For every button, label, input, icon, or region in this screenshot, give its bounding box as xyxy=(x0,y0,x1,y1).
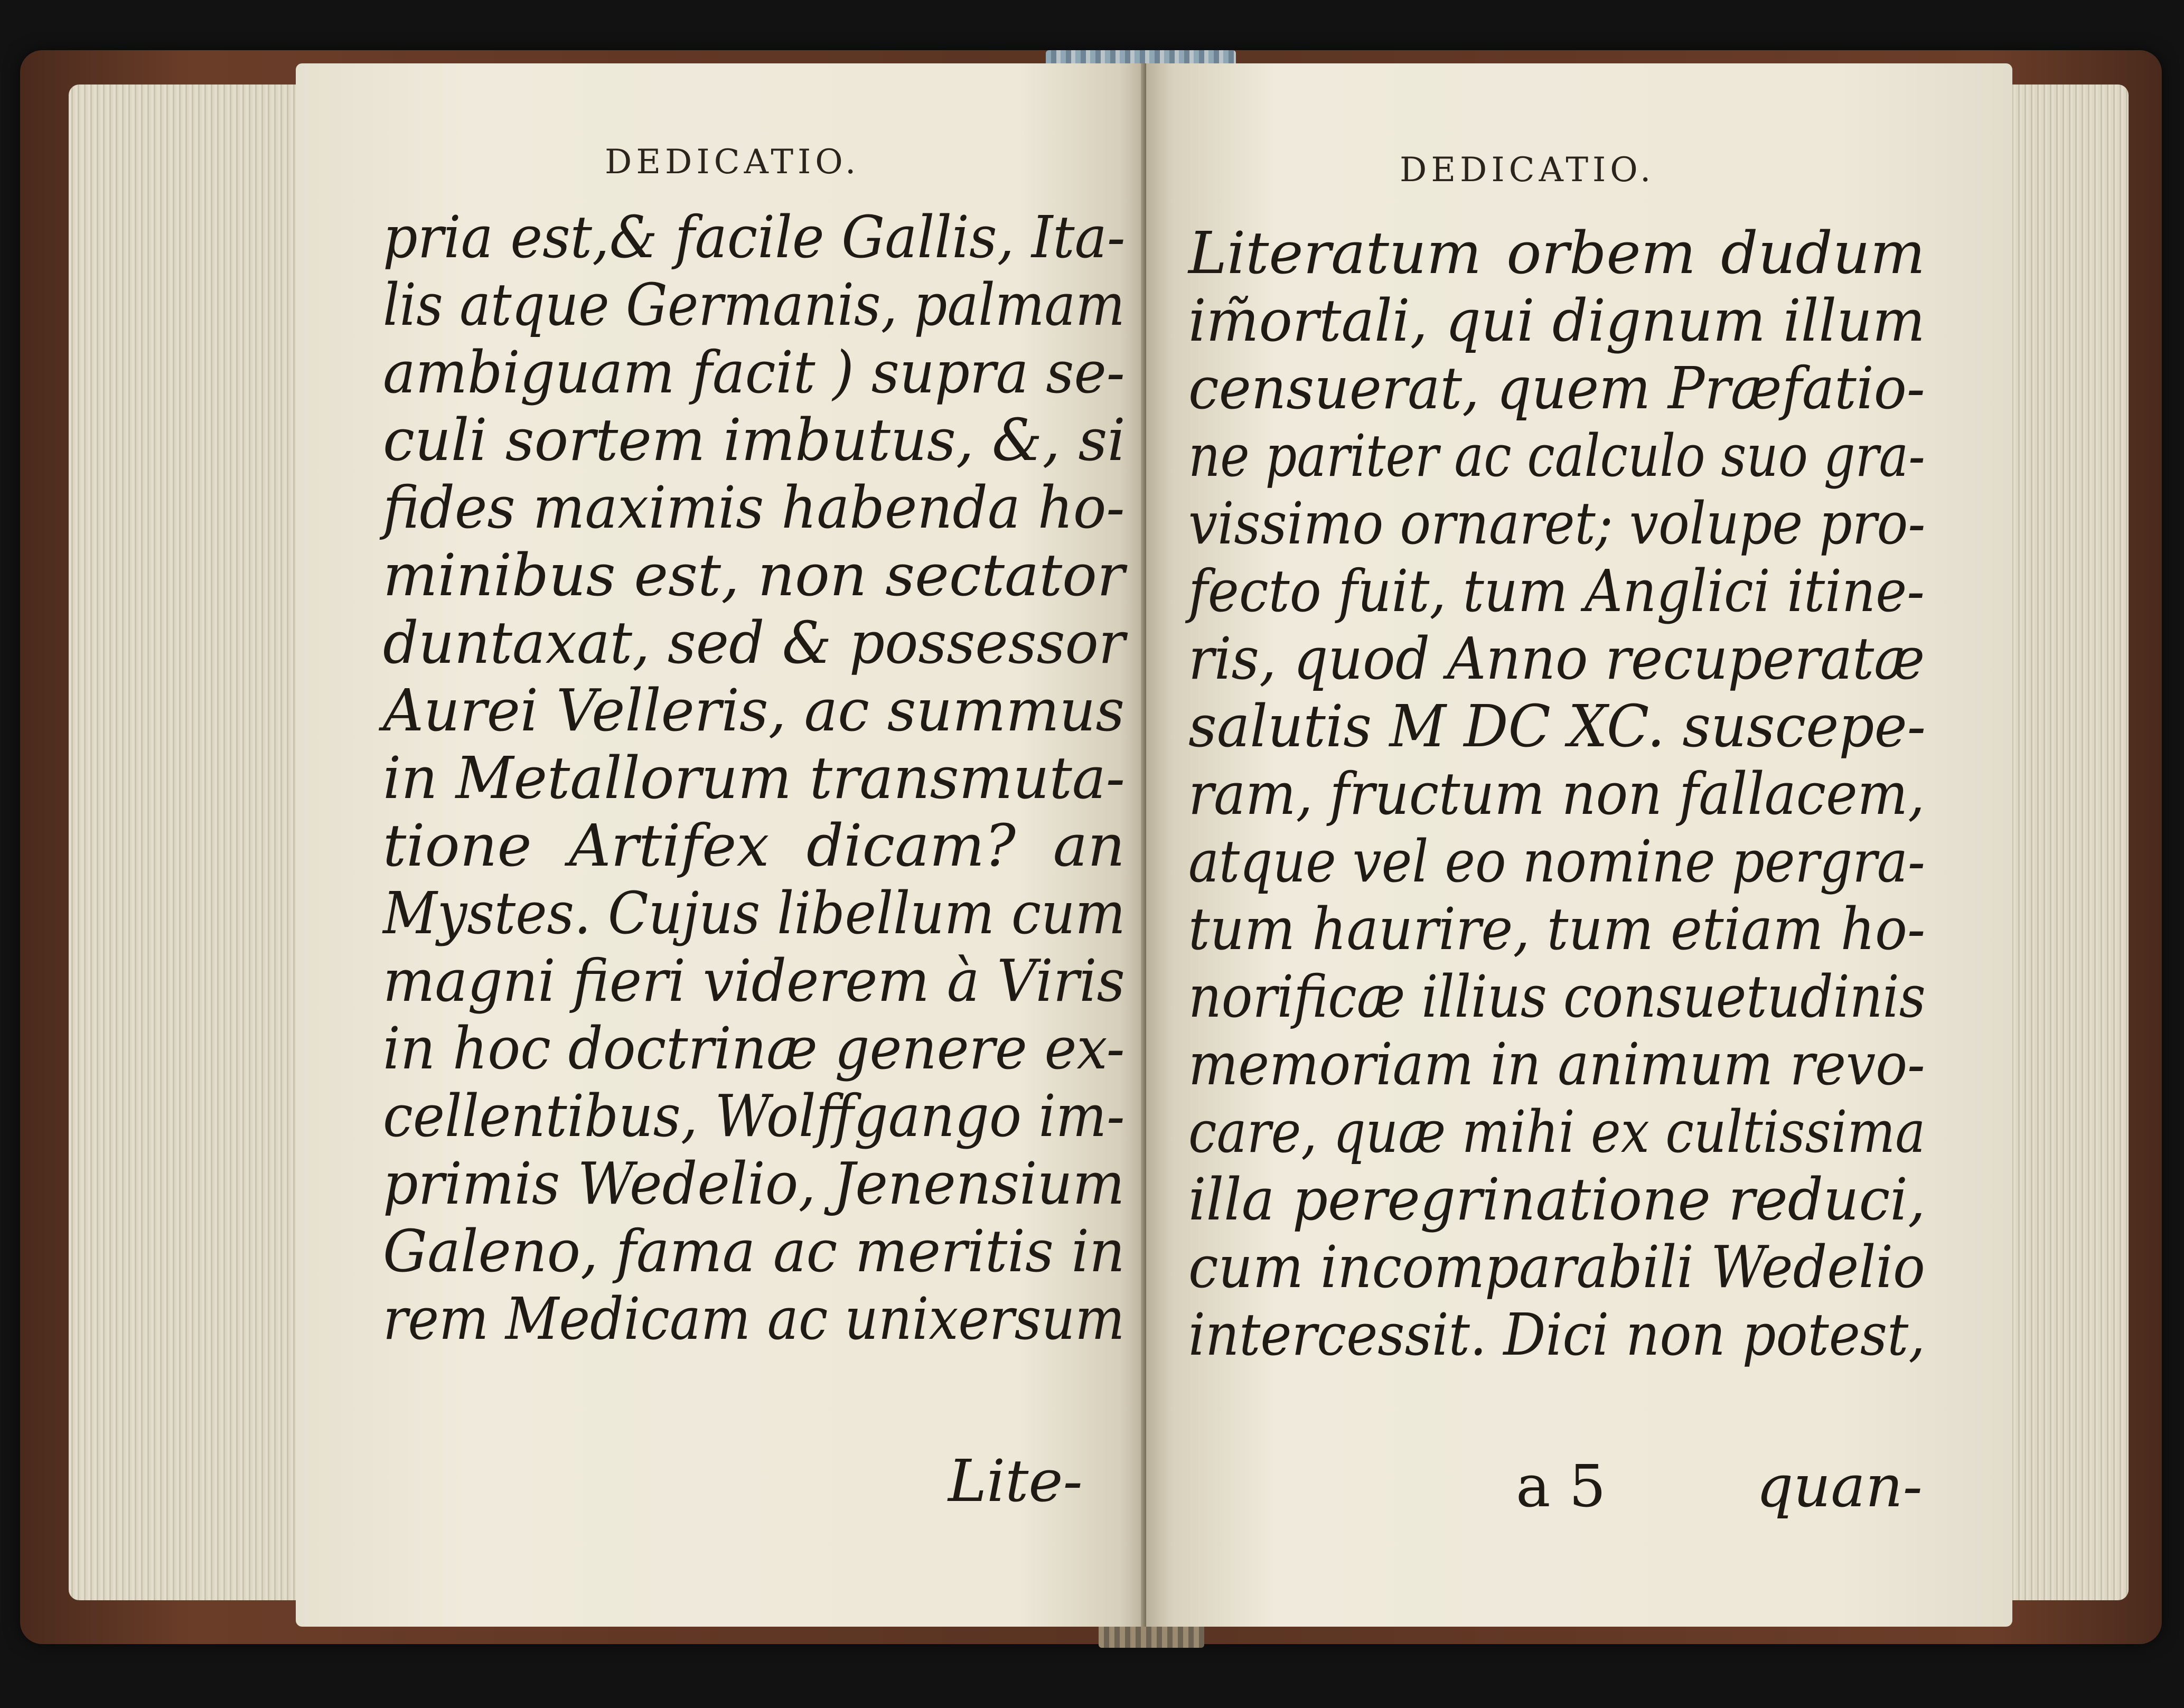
text-line: culi sortem imbutus, &, si xyxy=(383,406,1126,474)
text-line: cellentibus, Wolffgango im- xyxy=(383,1082,1125,1150)
left-page xyxy=(296,63,1146,1627)
text-line: illa peregrinatione reduci, xyxy=(1188,1166,1926,1233)
right-running-head: DEDICATIO. xyxy=(1400,151,1655,190)
page-edges-left xyxy=(69,85,312,1600)
text-line: magni fieri viderem à Viris xyxy=(383,947,1125,1015)
left-catchword: Lite- xyxy=(948,1447,1083,1515)
text-line: tum haurire, tum etiam ho- xyxy=(1188,895,1926,963)
text-line: im̃ortali, qui dignum illum xyxy=(1188,287,1925,354)
text-line: atque vel eo nomine pergra- xyxy=(1188,828,1925,895)
text-line: fides maximis habenda ho- xyxy=(383,474,1125,541)
text-line: censuerat, quem Præfatio- xyxy=(1188,354,1925,422)
text-line: Mystes. Cujus libellum cum xyxy=(383,879,1126,947)
text-line: ne pariter ac calculo suo gra- xyxy=(1188,422,1925,490)
page-edges-right xyxy=(1996,85,2129,1600)
right-page xyxy=(1146,63,2012,1627)
text-line: intercessit. Dici non potest, xyxy=(1188,1301,1926,1368)
right-catchword: quan- xyxy=(1756,1452,1923,1520)
text-line: memoriam in animum revo- xyxy=(1188,1030,1925,1098)
text-line: salutis M DC XC. suscepe- xyxy=(1188,692,1926,760)
text-line: ris, quod Anno recuperatæ xyxy=(1188,625,1925,692)
left-text-block xyxy=(383,203,1125,1353)
text-line: fecto fuit, tum Anglici itine- xyxy=(1188,557,1925,625)
text-line: duntaxat, sed & possessor xyxy=(383,609,1126,677)
signature-mark: a 5 xyxy=(1516,1452,1606,1520)
text-line: vissimo ornaret; volupe pro- xyxy=(1188,490,1926,557)
text-line: primis Wedelio, Jenensium xyxy=(383,1150,1125,1217)
text-line: tione Artifex dicam? an xyxy=(383,812,1125,879)
text-line: pria est,& facile Gallis, Ita- xyxy=(383,203,1126,271)
text-line: lis atque Germanis, palmam xyxy=(383,271,1125,339)
text-line: ambiguam facit ) supra se- xyxy=(383,339,1125,406)
text-line: Galeno, fama ac meritis in xyxy=(383,1217,1125,1285)
text-line: in Metallorum transmuta- xyxy=(383,744,1126,812)
text-line: minibus est, non sectator xyxy=(383,541,1125,609)
left-running-head: DEDICATIO. xyxy=(605,143,860,182)
text-line: ram, fructum non fallacem, xyxy=(1188,760,1925,828)
text-line: in hoc doctrinæ genere ex- xyxy=(383,1015,1125,1082)
right-text-block xyxy=(1188,219,1925,1368)
text-line: Literatum orbem dudum xyxy=(1188,219,1925,287)
text-line: care, quæ mihi ex cultissima xyxy=(1188,1098,1926,1166)
text-line: Aurei Velleris, ac summus xyxy=(383,677,1125,744)
text-line: cum incomparabili Wedelio xyxy=(1188,1233,1925,1301)
text-line: rem Medicam ac unixersum xyxy=(383,1285,1125,1353)
text-line: norificæ illius consuetudinis xyxy=(1188,963,1926,1030)
